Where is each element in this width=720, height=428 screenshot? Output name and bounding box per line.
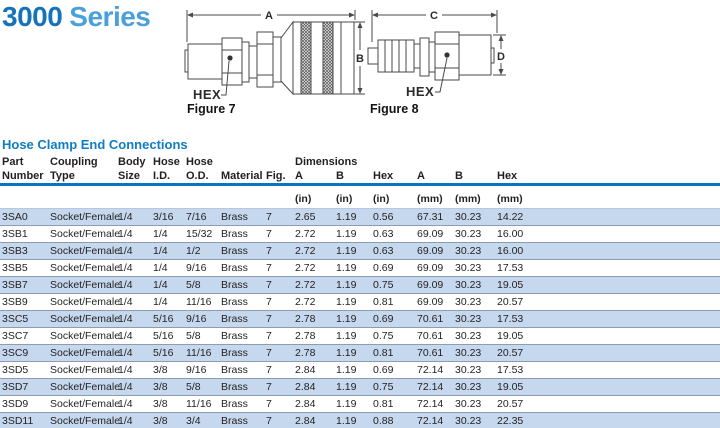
table-row bbox=[0, 413, 720, 428]
cell: 0.81 bbox=[373, 296, 394, 308]
figure-7-diagram bbox=[183, 2, 370, 116]
cell: 30.23 bbox=[455, 211, 482, 223]
cell: 7 bbox=[266, 211, 272, 223]
cell: 11/16 bbox=[186, 347, 212, 359]
cell: 0.75 bbox=[373, 381, 394, 393]
cell: 1/4 bbox=[118, 415, 133, 427]
cell: 1/4 bbox=[153, 245, 168, 257]
dim-a-arrow-right bbox=[349, 13, 355, 18]
unit-cell: (mm) bbox=[453, 185, 495, 209]
taper bbox=[281, 22, 293, 94]
cell: 30.23 bbox=[455, 381, 482, 393]
cell: Brass bbox=[221, 330, 248, 342]
table-row bbox=[0, 328, 720, 345]
unit-cell: (in) bbox=[293, 185, 334, 209]
cell: Brass bbox=[221, 347, 248, 359]
cell: 30.23 bbox=[455, 228, 482, 240]
unit-cell: (in) bbox=[371, 185, 415, 209]
cell: 1/4 bbox=[153, 262, 168, 274]
dim-a-label: A bbox=[265, 10, 273, 22]
cell: 7 bbox=[266, 398, 272, 410]
cell: 1.19 bbox=[336, 330, 357, 342]
column-header-fig: Fig. bbox=[264, 152, 293, 185]
cell: 0.88 bbox=[373, 415, 394, 427]
cell: 1/4 bbox=[118, 262, 133, 274]
figure-8-caption: Figure 8 bbox=[370, 102, 419, 116]
knurl-band bbox=[323, 22, 333, 94]
part-number-cell: 3SC9 bbox=[2, 347, 29, 359]
part-number-cell: 3SD11 bbox=[2, 415, 34, 427]
cell: 3/8 bbox=[153, 364, 168, 376]
cell: 7 bbox=[266, 313, 272, 325]
cell: 5/16 bbox=[153, 330, 174, 342]
unit-cell bbox=[184, 185, 219, 209]
cell: 7 bbox=[266, 245, 272, 257]
spacer bbox=[249, 46, 257, 78]
cell: 5/8 bbox=[186, 279, 201, 291]
cell: 19.05 bbox=[497, 381, 524, 393]
table-row bbox=[0, 345, 720, 362]
cell: 69.09 bbox=[417, 245, 444, 257]
knurl-band bbox=[301, 22, 311, 94]
column-header-a: Dimensions A bbox=[293, 152, 334, 185]
column-header-b: B bbox=[453, 152, 495, 185]
cell: 5/16 bbox=[153, 347, 174, 359]
cell: 20.57 bbox=[497, 347, 524, 359]
part-number-cell: 3SB7 bbox=[2, 279, 28, 291]
cell: 7 bbox=[266, 330, 272, 342]
cell: Socket/Female bbox=[50, 296, 121, 308]
cell: 30.23 bbox=[455, 245, 482, 257]
part-number-cell: 3SB5 bbox=[2, 262, 28, 274]
hex-nut bbox=[222, 38, 242, 85]
unit-cell bbox=[48, 185, 116, 209]
cell: 2.72 bbox=[295, 245, 316, 257]
cell: 1/4 bbox=[118, 398, 133, 410]
section-title: Hose Clamp End Connections bbox=[2, 137, 188, 152]
cell: 20.57 bbox=[497, 296, 524, 308]
ring bbox=[242, 42, 249, 82]
dim-a-arrow-left bbox=[187, 13, 193, 18]
cell: 22.35 bbox=[497, 415, 524, 427]
cell: Socket/Female bbox=[50, 313, 121, 325]
cell: 2.78 bbox=[295, 347, 316, 359]
cell: 11/16 bbox=[186, 398, 212, 410]
table-row bbox=[0, 243, 720, 260]
table-row bbox=[0, 362, 720, 379]
table-header-row bbox=[0, 152, 720, 185]
cell: 2.72 bbox=[295, 228, 316, 240]
cell: 69.09 bbox=[417, 228, 444, 240]
part-number-cell: 3SC5 bbox=[2, 313, 29, 325]
cell: 30.23 bbox=[455, 330, 482, 342]
hose-shank-end-cap bbox=[491, 48, 494, 63]
unit-cell bbox=[151, 185, 184, 209]
cell: 1/4 bbox=[118, 347, 133, 359]
cell: Brass bbox=[221, 211, 248, 223]
cell: 5/8 bbox=[186, 381, 201, 393]
cell: 0.63 bbox=[373, 228, 394, 240]
cell: 0.81 bbox=[373, 398, 394, 410]
cell: Socket/Female bbox=[50, 381, 121, 393]
cell: 1/4 bbox=[118, 381, 133, 393]
cell: 1.19 bbox=[336, 381, 357, 393]
hex-label: HEX bbox=[406, 84, 435, 99]
cell: Brass bbox=[221, 415, 248, 427]
cell: Brass bbox=[221, 381, 248, 393]
cell: 1.19 bbox=[336, 296, 357, 308]
cell: 72.14 bbox=[417, 398, 444, 410]
cell: Socket/Female bbox=[50, 347, 121, 359]
cell: 1/4 bbox=[118, 228, 133, 240]
cell: Brass bbox=[221, 364, 248, 376]
dim-d-label: D bbox=[497, 51, 505, 63]
cell: 30.23 bbox=[455, 262, 482, 274]
ring bbox=[429, 42, 435, 72]
cell: 9/16 bbox=[186, 364, 207, 376]
cell: 1/4 bbox=[153, 228, 168, 240]
table-row bbox=[0, 294, 720, 311]
cell: 30.23 bbox=[455, 296, 482, 308]
cell: Socket/Female bbox=[50, 262, 121, 274]
cell: 30.23 bbox=[455, 398, 482, 410]
figure-8-diagram bbox=[362, 2, 524, 116]
cell: 30.23 bbox=[455, 364, 482, 376]
cell: Brass bbox=[221, 313, 248, 325]
column-header-od: Hose O.D. bbox=[184, 152, 219, 185]
dim-d-arrow-top bbox=[499, 35, 504, 41]
plug-profile bbox=[378, 40, 414, 72]
cell: Socket/Female bbox=[50, 245, 121, 257]
unit-cell: (mm) bbox=[415, 185, 453, 209]
unit-cell bbox=[219, 185, 264, 209]
table-row bbox=[0, 226, 720, 243]
cell: 1.19 bbox=[336, 347, 357, 359]
cell: 0.75 bbox=[373, 279, 394, 291]
cell: 1.19 bbox=[336, 364, 357, 376]
cell: 0.56 bbox=[373, 211, 394, 223]
cell: 0.69 bbox=[373, 262, 394, 274]
page-title bbox=[2, 1, 150, 33]
cell: Socket/Female bbox=[50, 398, 121, 410]
cell: 1.19 bbox=[336, 415, 357, 427]
column-header-hex: Hex bbox=[371, 152, 415, 185]
page-title-series-word: Series bbox=[69, 1, 151, 32]
cell: Socket/Female bbox=[50, 211, 121, 223]
column-header-hex: Hex bbox=[495, 152, 720, 185]
cell: 14.22 bbox=[497, 211, 524, 223]
page-title-series-number: 3000 bbox=[2, 1, 63, 32]
cell: 20.57 bbox=[497, 398, 524, 410]
cell: 69.09 bbox=[417, 262, 444, 274]
units-row bbox=[0, 185, 720, 209]
table-row bbox=[0, 311, 720, 328]
cell: 7 bbox=[266, 228, 272, 240]
cell: 72.14 bbox=[417, 415, 444, 427]
hex-marker-dot bbox=[227, 55, 232, 60]
cell: 70.61 bbox=[417, 330, 444, 342]
table-row bbox=[0, 260, 720, 277]
dim-c-label: C bbox=[430, 10, 438, 22]
cell: Brass bbox=[221, 398, 248, 410]
cell: 17.53 bbox=[497, 313, 524, 325]
cell: 0.75 bbox=[373, 330, 394, 342]
cell: 3/8 bbox=[153, 415, 168, 427]
column-header-a: A bbox=[415, 152, 453, 185]
ring-2 bbox=[273, 37, 281, 82]
cell: 2.84 bbox=[295, 381, 316, 393]
cell: 16.00 bbox=[497, 228, 524, 240]
hex-collar bbox=[257, 32, 273, 87]
part-number-cell: 3SD7 bbox=[2, 381, 29, 393]
cell: Brass bbox=[221, 262, 248, 274]
table-body bbox=[0, 209, 720, 428]
cell: 1/4 bbox=[118, 313, 133, 325]
cell: 7 bbox=[266, 262, 272, 274]
cell: 1/4 bbox=[118, 364, 133, 376]
hose-shank bbox=[188, 44, 222, 79]
cell: 1.19 bbox=[336, 398, 357, 410]
plug-tip bbox=[368, 48, 378, 64]
cell: 2.84 bbox=[295, 364, 316, 376]
cell: 67.31 bbox=[417, 211, 444, 223]
table-row bbox=[0, 277, 720, 294]
dim-c-arrow-left bbox=[372, 13, 378, 18]
cell: 2.84 bbox=[295, 415, 316, 427]
cell: 70.61 bbox=[417, 313, 444, 325]
column-header-b: B bbox=[334, 152, 371, 185]
part-number-cell: 3SB9 bbox=[2, 296, 28, 308]
cell: 2.65 bbox=[295, 211, 316, 223]
cell: 3/8 bbox=[153, 381, 168, 393]
table-row bbox=[0, 209, 720, 226]
part-number-cell: 3SA0 bbox=[2, 211, 28, 223]
table-row bbox=[0, 379, 720, 396]
unit-cell: (mm) bbox=[495, 185, 720, 209]
cell: Socket/Female bbox=[50, 330, 121, 342]
cell: 0.69 bbox=[373, 364, 394, 376]
cell: 7 bbox=[266, 279, 272, 291]
groove-ring bbox=[414, 44, 420, 68]
column-header-material: Material bbox=[219, 152, 264, 185]
cell: 69.09 bbox=[417, 279, 444, 291]
cell: 0.81 bbox=[373, 347, 394, 359]
cell: 1/4 bbox=[153, 296, 168, 308]
cell: 7 bbox=[266, 296, 272, 308]
collar bbox=[420, 38, 429, 76]
cell: Socket/Female bbox=[50, 279, 121, 291]
cell: 2.78 bbox=[295, 313, 316, 325]
cell: 2.84 bbox=[295, 398, 316, 410]
part-number-cell: 3SD5 bbox=[2, 364, 29, 376]
cell: 2.72 bbox=[295, 262, 316, 274]
cell: 1/4 bbox=[118, 330, 133, 342]
cell: 70.61 bbox=[417, 347, 444, 359]
hex-marker-dot bbox=[444, 52, 449, 57]
cell: 9/16 bbox=[186, 313, 207, 325]
cell: 16.00 bbox=[497, 245, 524, 257]
cell: 3/8 bbox=[153, 398, 168, 410]
cell: 7/16 bbox=[186, 211, 207, 223]
cell: Socket/Female bbox=[50, 364, 121, 376]
cell: 19.05 bbox=[497, 279, 524, 291]
cell: 0.63 bbox=[373, 245, 394, 257]
cell: 1.19 bbox=[336, 228, 357, 240]
cell: 1/4 bbox=[153, 279, 168, 291]
cell: 17.53 bbox=[497, 262, 524, 274]
cell: 1.19 bbox=[336, 245, 357, 257]
column-header-type: Coupling Type bbox=[48, 152, 116, 185]
cell: 17.53 bbox=[497, 364, 524, 376]
cell: Brass bbox=[221, 228, 248, 240]
spec-table bbox=[0, 152, 720, 428]
table-row bbox=[0, 396, 720, 413]
cell: 1/4 bbox=[118, 279, 133, 291]
cell: 1.19 bbox=[336, 211, 357, 223]
column-header-size: Body Size bbox=[116, 152, 151, 185]
dim-b-label: B bbox=[356, 53, 364, 65]
cell: 1/4 bbox=[118, 296, 133, 308]
cell: 1/2 bbox=[186, 245, 201, 257]
figure-7-caption: Figure 7 bbox=[187, 102, 236, 116]
cell: 5/16 bbox=[153, 313, 174, 325]
column-header-id: Hose I.D. bbox=[151, 152, 184, 185]
cell: 0.69 bbox=[373, 313, 394, 325]
part-number-cell: 3SB1 bbox=[2, 228, 28, 240]
cell: 72.14 bbox=[417, 381, 444, 393]
hose-shank bbox=[459, 35, 491, 75]
dim-c-arrow-right bbox=[491, 13, 497, 18]
cell: 2.72 bbox=[295, 279, 316, 291]
cell: 11/16 bbox=[186, 296, 212, 308]
cell: 1.19 bbox=[336, 313, 357, 325]
part-number-cell: 3SB3 bbox=[2, 245, 28, 257]
unit-cell bbox=[264, 185, 293, 209]
cell: 7 bbox=[266, 347, 272, 359]
column-header-number: Part Number bbox=[0, 152, 48, 185]
dim-d-arrow-bottom bbox=[499, 69, 504, 75]
cell: Brass bbox=[221, 279, 248, 291]
hex-label: HEX bbox=[193, 87, 222, 102]
cell: 2.72 bbox=[295, 296, 316, 308]
cell: 19.05 bbox=[497, 330, 524, 342]
cell: 15/32 bbox=[186, 228, 213, 240]
cell: 3/16 bbox=[153, 211, 174, 223]
cell: 1/4 bbox=[118, 245, 133, 257]
cell: 69.09 bbox=[417, 296, 444, 308]
cell: 30.23 bbox=[455, 347, 482, 359]
cell: Brass bbox=[221, 245, 248, 257]
cell: 30.23 bbox=[455, 279, 482, 291]
cell: 5/8 bbox=[186, 330, 201, 342]
cell: 7 bbox=[266, 415, 272, 427]
part-number-cell: 3SC7 bbox=[2, 330, 29, 342]
unit-cell bbox=[116, 185, 151, 209]
cell: 3/4 bbox=[186, 415, 201, 427]
cell: Brass bbox=[221, 296, 248, 308]
cell: Socket/Female bbox=[50, 415, 121, 427]
cell: 30.23 bbox=[455, 415, 482, 427]
unit-cell: (in) bbox=[334, 185, 371, 209]
part-number-cell: 3SD9 bbox=[2, 398, 29, 410]
cell: 72.14 bbox=[417, 364, 444, 376]
cell: 7 bbox=[266, 381, 272, 393]
cell: 1.19 bbox=[336, 262, 357, 274]
cell: 9/16 bbox=[186, 262, 207, 274]
cell: 30.23 bbox=[455, 313, 482, 325]
cell: Socket/Female bbox=[50, 228, 121, 240]
cell: 2.78 bbox=[295, 330, 316, 342]
cell: 1.19 bbox=[336, 279, 357, 291]
cell: 7 bbox=[266, 364, 272, 376]
cell: 1/4 bbox=[118, 211, 133, 223]
unit-cell bbox=[0, 185, 48, 209]
